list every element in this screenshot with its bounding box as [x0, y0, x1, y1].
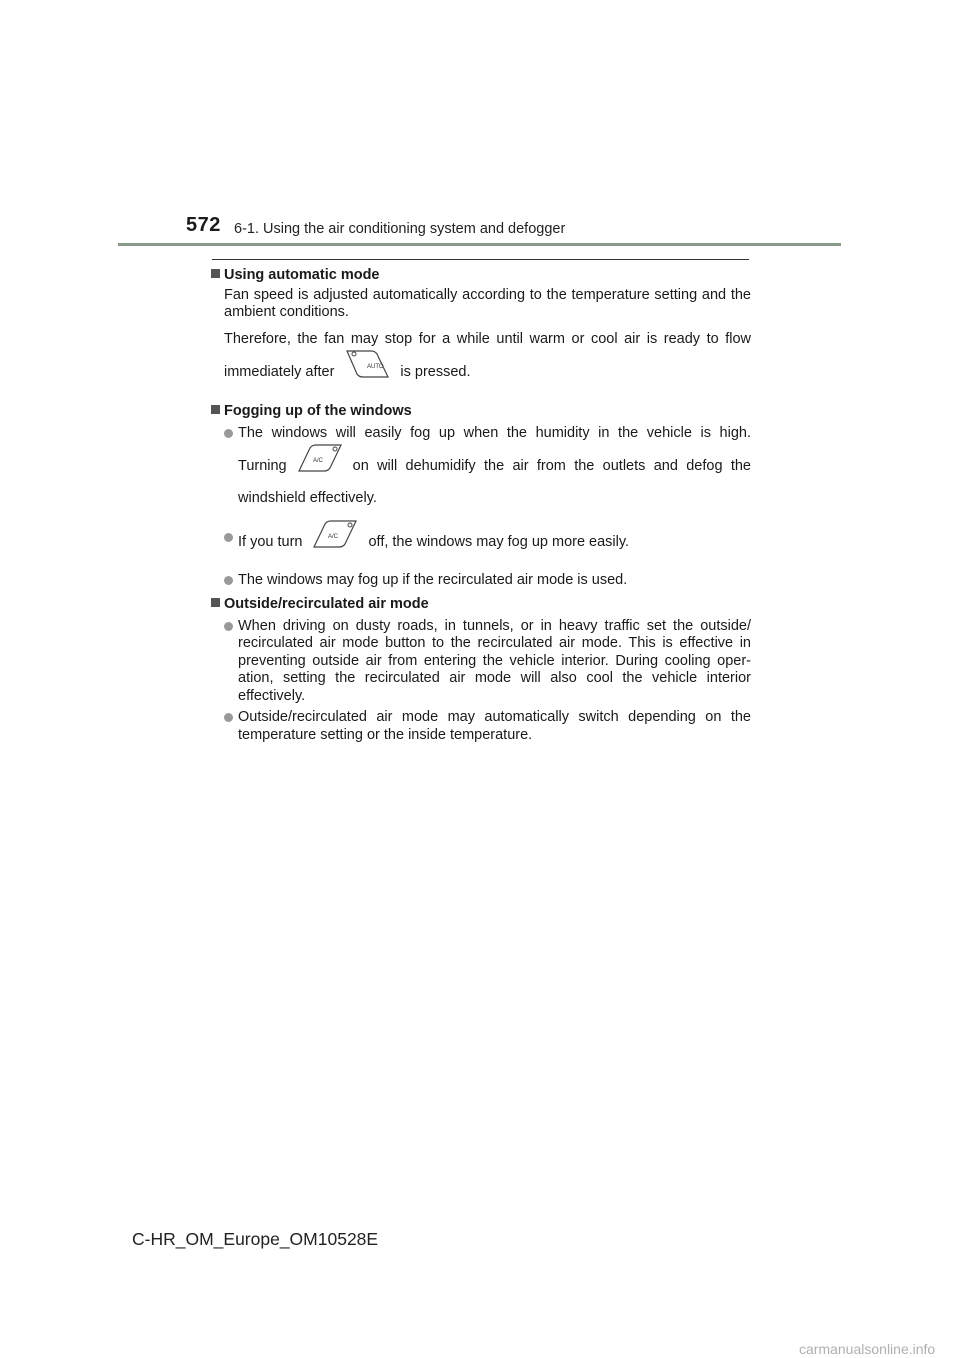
page-number: 572 [186, 214, 221, 236]
square-bullet-icon [211, 405, 220, 414]
list-item: When driving on dusty roads, in tunnels, or in heavy traffic set the outside/ recirculated air mode button to the recirculated air mode. This is effective in preventing outside air from entering the vehicle interior. During cooling oper- ation, setting the recirculated air mode will also cool the vehicle interior effectively. [224, 618, 751, 706]
ac-icon-label: A/C [328, 533, 339, 540]
square-bullet-icon [211, 598, 220, 607]
section-recirculated-air [211, 596, 751, 744]
document-code: C-HR_OM_Europe_OM10528E [132, 1229, 379, 1249]
content-rule [212, 259, 749, 260]
circle-bullet-icon [224, 576, 233, 585]
ac-button-icon [312, 518, 358, 566]
section-heading [211, 596, 751, 614]
text-fragment: immediately after [224, 363, 335, 380]
text-line: Turning A/C on will dehumidify the air from the outlets and defog the [238, 442, 751, 490]
section-title: Fogging up of the windows [224, 403, 412, 419]
section-fogging-windows [211, 403, 751, 589]
circle-bullet-icon [224, 533, 233, 542]
ac-button-icon [297, 442, 343, 490]
section-heading [211, 267, 751, 285]
header-rule [118, 243, 841, 246]
text-line: Therefore, the fan may stop for a while until warm or cool air is ready to flow [224, 330, 751, 347]
circle-bullet-icon [224, 429, 233, 438]
paragraph: Fan speed is adjusted automatically according to the temperature setting and the ambient conditions. [224, 286, 751, 320]
text-line: windshield effectively. [238, 490, 377, 506]
circle-bullet-icon [224, 622, 233, 631]
page-content [211, 267, 751, 751]
text-fragment: is pressed. [400, 363, 471, 380]
list-item: Outside/recirculated air mode may automatically switch depending on the temperature setting or the inside temperature. [224, 709, 751, 744]
paragraph [224, 331, 751, 397]
section-heading [211, 403, 751, 421]
list-item: The windows may fog up if the recirculated air mode is used. [224, 572, 751, 590]
circle-bullet-icon [224, 713, 233, 722]
section-title: Using automatic mode [224, 267, 380, 283]
auto-button-icon [344, 348, 390, 396]
section-title: Outside/recirculated air mode [224, 596, 429, 612]
square-bullet-icon [211, 269, 220, 278]
ac-icon-label: A/C [312, 458, 323, 464]
text-line [224, 364, 471, 380]
section-automatic-mode [211, 267, 751, 396]
list-item [224, 425, 751, 508]
text-line: The windows will easily fog up when the humidity in the vehicle is high. [238, 424, 751, 441]
auto-icon-label: AUTO [367, 364, 384, 370]
list-item: If you turn A/C off, the windows may fog up more easily. [224, 518, 751, 566]
watermark: carmanualsonline.info [799, 1341, 936, 1357]
chapter-title: 6-1. Using the air conditioning system and defogger [234, 221, 566, 237]
